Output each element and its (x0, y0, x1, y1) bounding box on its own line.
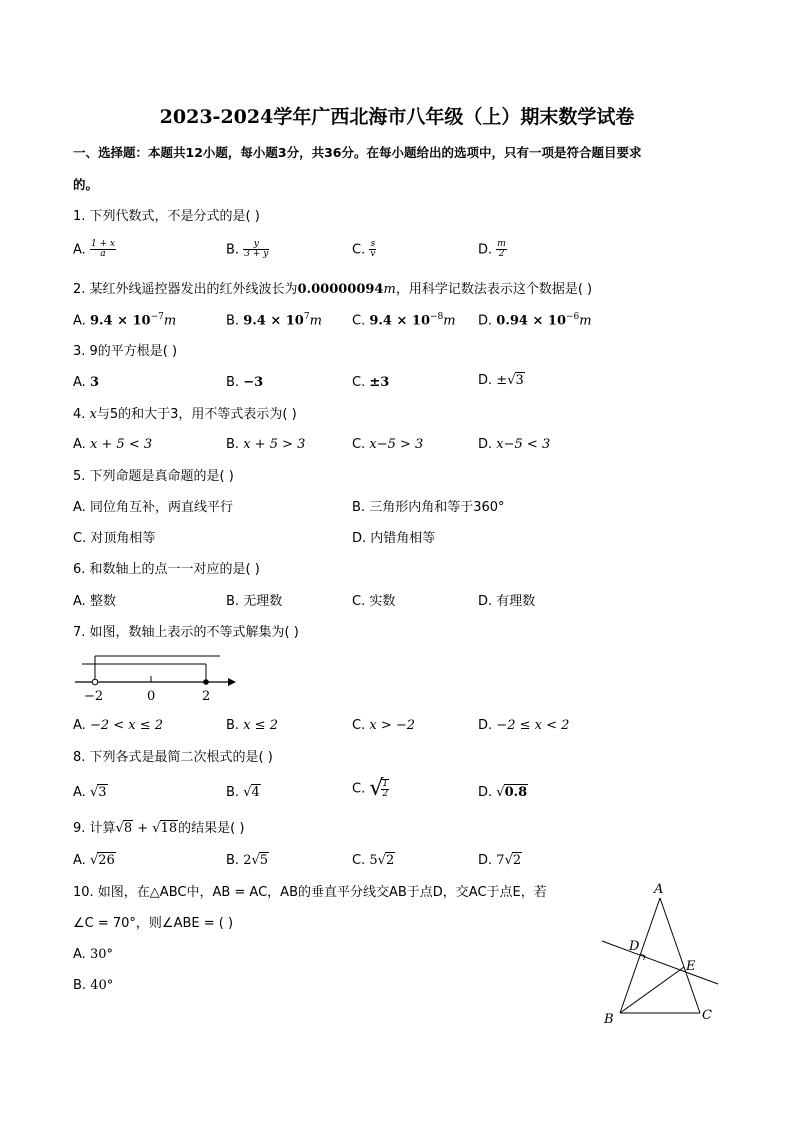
q4-option-d[interactable]: D. x−5 < 3 (478, 437, 551, 452)
triangle-figure (598, 878, 728, 1028)
sqrt-symbol: √4 (243, 785, 260, 800)
q4-option-c[interactable]: C. x−5 > 3 (352, 437, 424, 452)
q5-option-a[interactable]: A. 同位角互补，两直线平行 (73, 500, 233, 515)
section-heading-line2: 的。 (73, 177, 99, 192)
side-ac (660, 898, 700, 1013)
number-line-figure (70, 652, 240, 707)
vertex-label-c: C (702, 1008, 712, 1023)
right-angle-marker (641, 954, 645, 960)
q9-option-a[interactable]: A. √26 (73, 853, 115, 868)
q8-option-d[interactable]: D. √0.8 (478, 785, 528, 800)
q6-option-c[interactable]: C. 实数 (352, 594, 396, 609)
axis-arrow-icon (228, 678, 236, 686)
q1-option-b[interactable]: B. $\frac{y}{3 + y}$ (226, 239, 269, 260)
question-10-stem-line1: 10. 如图，在△ABC中，AB = AC，AB的垂直平分线交AB于点D，交AC于点E，若 (73, 885, 547, 900)
fraction: $\frac{1 + x}{a}$ (90, 239, 116, 260)
q1-option-c[interactable]: C. $\frac{s}{v}$ (352, 239, 376, 260)
sqrt-symbol: √2 (504, 853, 522, 868)
sqrt-symbol: √26 (89, 853, 115, 868)
question-5-stem: 5. 下列命题是真命题的是( ) (73, 469, 234, 484)
q9-option-b[interactable]: B. 2√5 (226, 853, 269, 868)
q2-option-a[interactable]: A. $9.4 \times 10^{-7}m$ (73, 312, 177, 329)
q6-option-d[interactable]: D. 有理数 (478, 594, 536, 609)
q1-option-a[interactable]: A. $\frac{1 + x}{a}$ (73, 239, 116, 260)
q3-option-b[interactable]: B. −3 (226, 375, 264, 390)
q2-option-b[interactable]: B. $9.4 \times 10^7m$ (226, 312, 322, 329)
question-3-stem: 3. 9的平方根是( ) (73, 344, 178, 359)
q8-option-a[interactable]: A. √3 (73, 785, 107, 800)
sqrt-symbol: √5 (251, 853, 269, 868)
section-heading-line1: 一、选择题：本题共12小题，每小题3分，共36分。在每小题给出的选项中，只有一项是符合题目要求 (73, 145, 642, 160)
q6-option-b[interactable]: B. 无理数 (226, 594, 283, 609)
q7-option-b[interactable]: B. x ≤ 2 (226, 718, 278, 733)
q7-option-d[interactable]: D. −2 ≤ x < 2 (478, 718, 570, 733)
question-1-stem: 1. 下列代数式，不是分式的是( ) (73, 209, 260, 224)
tick-label-right: 2 (202, 689, 211, 704)
sqrt-symbol: √ (369, 776, 384, 801)
q8-option-c[interactable]: C. √ $\frac{1}{2}$ (352, 776, 389, 801)
q3-option-a[interactable]: A. 3 (73, 375, 99, 390)
q5-option-c[interactable]: C. 对顶角相等 (73, 531, 156, 546)
filled-circle-marker (203, 679, 209, 685)
q9-option-c[interactable]: C. 5√2 (352, 853, 395, 868)
tick-label-left: −2 (84, 689, 104, 704)
question-10-stem-line2: ∠C = 70°，则∠ABE = ( ) (73, 916, 234, 931)
q3-option-c[interactable]: C. ±3 (352, 375, 390, 390)
sqrt-symbol: √0.8 (496, 785, 528, 800)
question-7-stem: 7. 如图，数轴上表示的不等式解集为( ) (73, 625, 299, 640)
q7-option-a[interactable]: A. −2 < x ≤ 2 (73, 718, 164, 733)
vertex-label-b: B (604, 1012, 614, 1027)
q4-option-a[interactable]: A. x + 5 < 3 (73, 437, 153, 452)
open-circle-marker (92, 679, 98, 685)
perpendicular-bisector (602, 941, 718, 984)
tick-label-mid: 0 (147, 689, 156, 704)
fraction: $\frac{s}{v}$ (370, 239, 376, 260)
point-label-e: E (686, 959, 696, 974)
q8-option-b[interactable]: B. √4 (226, 785, 260, 800)
q1-option-d[interactable]: D. $\frac{m}{2}$ (478, 239, 506, 260)
segment-be (620, 967, 684, 1013)
q2-option-d[interactable]: D. $0.94 \times 10^{-6}m$ (478, 312, 592, 329)
vertex-label-a: A (654, 882, 664, 897)
q10-option-a[interactable]: A. 30° (73, 947, 113, 962)
question-2-stem: 2. 某红外线遥控器发出的红外线波长为0.00000094m，用科学记数法表示这个数据是( ) (73, 282, 593, 297)
q7-option-c[interactable]: C. x > −2 (352, 718, 416, 733)
sqrt-symbol: √18 (152, 821, 178, 836)
question-6-stem: 6. 和数轴上的点一一对应的是( ) (73, 562, 260, 577)
q3-option-d[interactable]: D. ±√3 (478, 373, 524, 388)
sqrt-symbol: √8 (115, 821, 133, 836)
fraction: $\frac{m}{2}$ (497, 239, 506, 260)
q10-option-b[interactable]: B. 40° (73, 978, 114, 993)
question-9-stem: 9. 计算√8 + √18的结果是( ) (73, 821, 245, 836)
q9-option-d[interactable]: D. 7√2 (478, 853, 522, 868)
exam-title: 2023-2024学年广西北海市八年级（上）期末数学试卷 (159, 106, 635, 128)
question-8-stem: 8. 下列各式是最简二次根式的是( ) (73, 750, 273, 765)
point-label-d: D (629, 939, 640, 954)
sqrt-symbol: √3 (507, 373, 524, 388)
q5-option-b[interactable]: B. 三角形内角和等于360° (352, 500, 505, 515)
q4-option-b[interactable]: B. x + 5 > 3 (226, 437, 306, 452)
fraction: $\frac{y}{3 + y}$ (244, 239, 269, 260)
sqrt-symbol: √3 (89, 785, 107, 800)
q2-option-c[interactable]: C. $9.4 \times 10^{-8}m$ (352, 312, 456, 329)
question-4-stem: 4. x与5的和大于3，用不等式表示为( ) (73, 407, 297, 422)
q5-option-d[interactable]: D. 内错角相等 (352, 531, 436, 546)
sqrt-symbol: √2 (377, 853, 395, 868)
q6-option-a[interactable]: A. 整数 (73, 594, 116, 609)
fraction: $\frac{1}{2}$ (382, 778, 389, 799)
